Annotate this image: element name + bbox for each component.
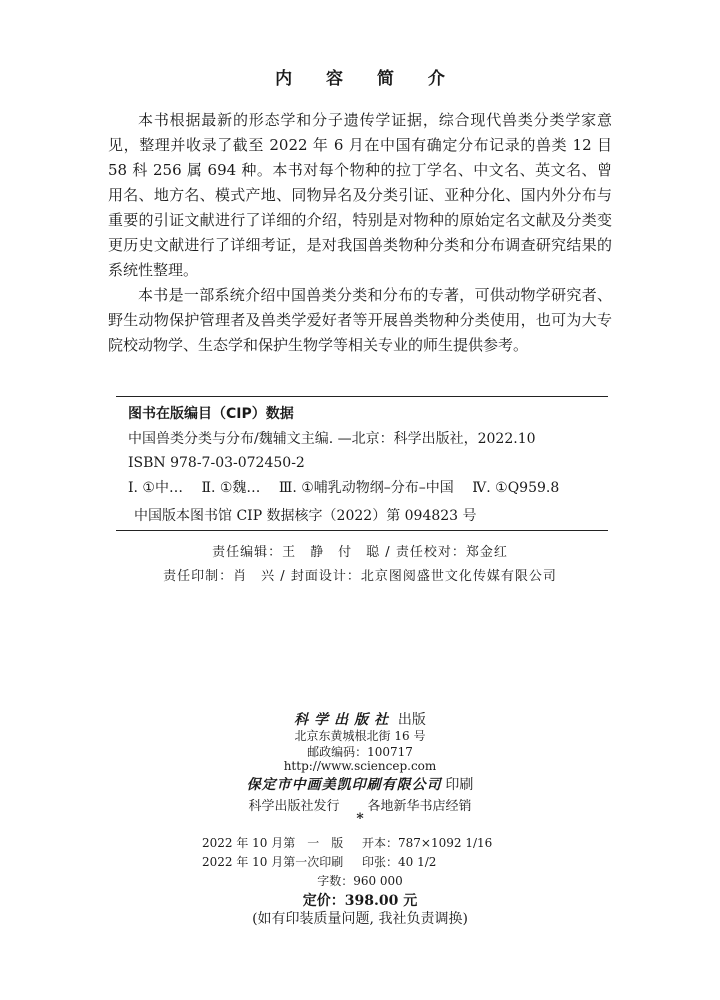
intro-body (108, 108, 612, 358)
publisher-suffix: 出版 (397, 712, 426, 728)
staff-line-production: 责任印制：肖 兴 / 封面设计：北京图阅盛世文化传媒有限公司 (163, 569, 557, 584)
printer-name: 保定市中画美凯印刷有限公司 (246, 777, 442, 793)
staff-line-editors: 责任编辑：王 静 付 聪 / 责任校对：郑金红 (212, 545, 508, 560)
publisher-name: 科学出版社 (294, 712, 395, 728)
issuer: 科学出版社发行 (248, 799, 340, 814)
cip-class-3: Ⅲ. ①哺乳动物纲–分布–中国 (278, 480, 454, 496)
publisher-url: http://www.sciencep.com (283, 759, 437, 773)
publisher-address: 北京东黄城根北街 16 号 (294, 729, 426, 743)
publisher-postcode: 邮政编码：100717 (307, 745, 413, 759)
cip-isbn: ISBN 978-7-03-072450-2 (128, 455, 305, 471)
cip-title-line: 中国兽类分类与分布/魏辅文主编. —北京：科学出版社，2022.10 (128, 431, 536, 447)
publisher-line (0, 709, 720, 729)
intro-paragraph-2: 本书是一部系统介绍中国兽类分类和分布的专著，可供动物学研究者、野生动物保护管理者及兽类学爱好者等开展兽类物种分类使用，也可为大专院校动物学、生态学和保护生物学等相关专业的师生提供参考。 (108, 286, 612, 354)
sheets: 印张：40 1/2 (362, 855, 437, 869)
word-count: 字数：960 000 (317, 874, 403, 888)
cip-heading: 图书在版编目（CIP）数据 (128, 406, 294, 422)
printer-line (0, 774, 720, 794)
intro-paragraph-1: 本书根据最新的形态学和分子遗传学证据，综合现代兽类分类学家意见，整理并收录了截至 2022 年 6 月在中国有确定分布记录的兽类 12 目 58 科 256 属 694 种。本书对每个物种的拉丁学名、中文名、英文名、曾用名、地方名、模式产地、同物异名及分类引证、亚种分化、国内外分布与重要的引证文献进行了详细的介绍，特别是对物种的原始定名文献及分类变更历史文献进行了详细考证，是对我国兽类物种分类和分布调查研究结果的系统性整理。 (108, 111, 612, 279)
cip-class-1: Ⅰ. ①中… (128, 480, 183, 496)
seller: 各地新华书店经销 (367, 799, 472, 814)
star-separator: * (356, 811, 364, 827)
cip-class-2: Ⅱ. ①魏… (201, 480, 261, 496)
printing: 2022 年 10 月第一次印刷 (202, 855, 344, 869)
printing-row (202, 853, 436, 870)
format: 开本：787×1092 1/16 (362, 836, 493, 850)
cip-block (116, 396, 608, 531)
printer-suffix: 印刷 (445, 777, 474, 793)
cip-classification (116, 475, 608, 502)
cip-class-4: Ⅳ. ①Q959.8 (472, 480, 560, 496)
edition: 2022 年 10 月第 一 版 (202, 836, 344, 850)
cip-verification: 中国版本图书馆 CIP 数据核字（2022）第 094823 号 (134, 508, 477, 524)
quality-note: (如有印装质量问题, 我社负责调换) (252, 911, 468, 927)
intro-title: 内 容 简 介 (275, 69, 459, 89)
price: 定价：398.00 元 (302, 893, 418, 909)
edition-row (202, 834, 492, 851)
